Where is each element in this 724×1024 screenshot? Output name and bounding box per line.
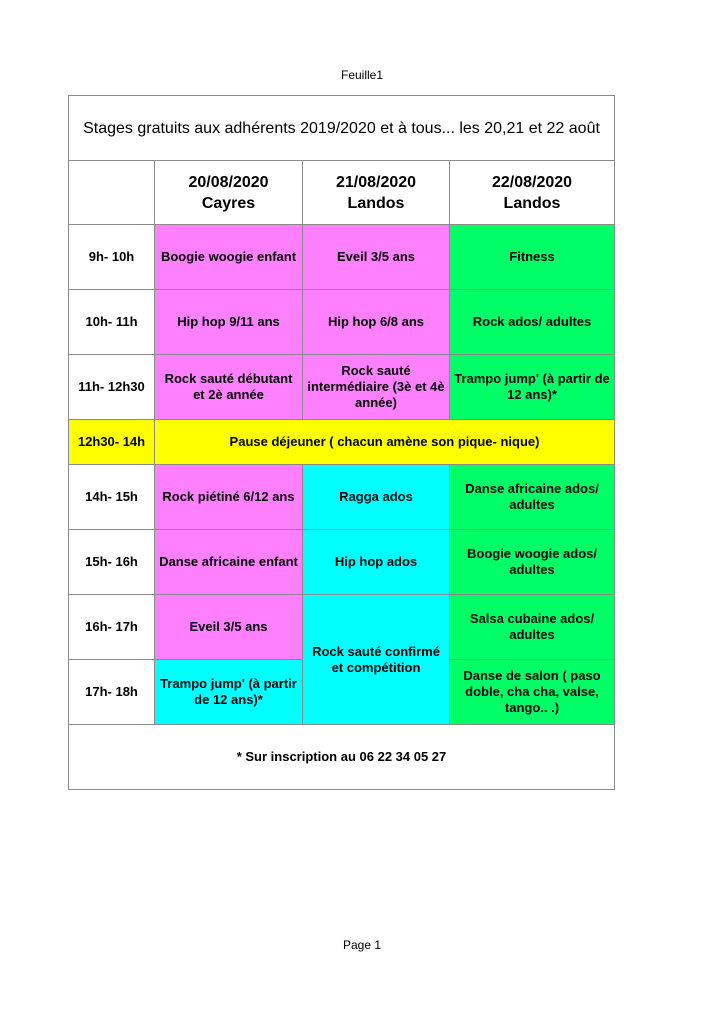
day-place: Landos bbox=[347, 194, 405, 212]
table-row bbox=[69, 290, 615, 355]
corner-cell bbox=[69, 161, 155, 225]
day-date: 21/08/2020 bbox=[335, 173, 417, 191]
activity-cell: Eveil 3/5 ans bbox=[155, 595, 303, 660]
day-place: Landos bbox=[503, 194, 561, 212]
table-row bbox=[69, 530, 615, 595]
time-cell: 17h- 18h bbox=[69, 660, 155, 725]
time-cell: 9h- 10h bbox=[69, 225, 155, 290]
day-header-2 bbox=[303, 161, 450, 225]
activity-cell: Trampo jump' (à partir de 12 ans)* bbox=[155, 660, 303, 725]
day-header-3 bbox=[450, 161, 615, 225]
sheet-name: Feuille1 bbox=[340, 68, 384, 82]
time-cell: 14h- 15h bbox=[69, 465, 155, 530]
activity-cell: Danse africaine enfant bbox=[155, 530, 303, 595]
table-row bbox=[69, 355, 615, 420]
activity-cell: Rock sauté débutant et 2è année bbox=[155, 355, 303, 420]
time-cell: 12h30- 14h bbox=[69, 420, 155, 465]
activity-cell: Ragga ados bbox=[303, 465, 450, 530]
activity-cell: Rock sauté intermédiaire (3è et 4è année) bbox=[303, 355, 450, 420]
activity-cell: Trampo jump' (à partir de 12 ans)* bbox=[450, 355, 615, 420]
activity-cell: Hip hop 6/8 ans bbox=[303, 290, 450, 355]
time-cell: 10h- 11h bbox=[69, 290, 155, 355]
activity-cell: Rock piétiné 6/12 ans bbox=[155, 465, 303, 530]
table-row bbox=[69, 225, 615, 290]
activity-cell: Salsa cubaine ados/ adultes bbox=[450, 595, 615, 660]
time-cell: 11h- 12h30 bbox=[69, 355, 155, 420]
activity-cell: Hip hop 9/11 ans bbox=[155, 290, 303, 355]
day-date: 22/08/2020 bbox=[491, 173, 573, 191]
time-cell: 16h- 17h bbox=[69, 595, 155, 660]
day-header-1 bbox=[155, 161, 303, 225]
activity-cell: Boogie woogie ados/ adultes bbox=[450, 530, 615, 595]
schedule-title: Stages gratuits aux adhérents 2019/2020 et à tous... les 20,21 et 22 août bbox=[69, 96, 615, 161]
page-number: Page 1 bbox=[342, 938, 382, 952]
footnote: * Sur inscription au 06 22 34 05 27 bbox=[69, 725, 615, 790]
table-row bbox=[69, 595, 615, 660]
activity-cell: Fitness bbox=[450, 225, 615, 290]
activity-cell: Boogie woogie enfant bbox=[155, 225, 303, 290]
activity-cell: Hip hop ados bbox=[303, 530, 450, 595]
day-date: 20/08/2020 bbox=[188, 173, 269, 191]
table-row bbox=[69, 465, 615, 530]
activity-cell: Danse de salon ( paso doble, cha cha, valse, tango.. .) bbox=[450, 660, 615, 725]
activity-cell-merged: Rock sauté confirmé et compétition bbox=[303, 595, 450, 725]
activity-cell: Eveil 3/5 ans bbox=[303, 225, 450, 290]
time-cell: 15h- 16h bbox=[69, 530, 155, 595]
lunch-row bbox=[69, 420, 615, 465]
activity-cell: Rock ados/ adultes bbox=[450, 290, 615, 355]
schedule-table bbox=[68, 95, 615, 790]
day-place: Cayres bbox=[201, 194, 256, 212]
lunch-break-cell: Pause déjeuner ( chacun amène son pique- nique) bbox=[155, 420, 615, 465]
activity-cell: Danse africaine ados/ adultes bbox=[450, 465, 615, 530]
